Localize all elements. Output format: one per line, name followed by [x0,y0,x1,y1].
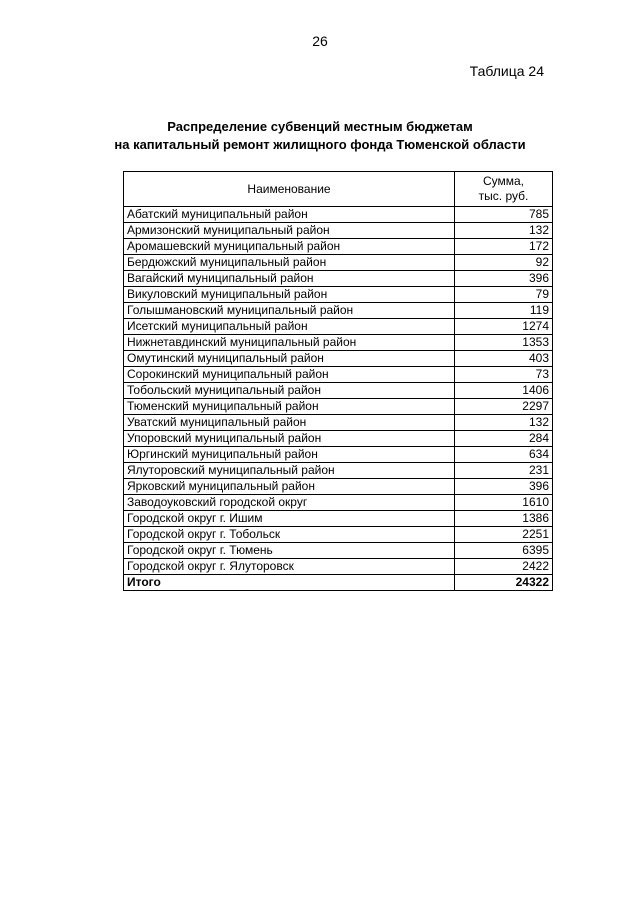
row-value: 1353 [455,335,553,351]
table-row [124,239,553,255]
row-name: Голышмановский муниципальный район [124,303,455,319]
row-name: Юргинский муниципальный район [124,447,455,463]
row-value: 231 [455,463,553,479]
table-row [124,255,553,271]
table-row [124,415,553,431]
row-name: Аромашевский муниципальный район [124,239,455,255]
row-value: 403 [455,351,553,367]
row-name: Бердюжский муниципальный район [124,255,455,271]
row-name: Упоровский муниципальный район [124,431,455,447]
row-name: Исетский муниципальный район [124,319,455,335]
row-value: 79 [455,287,553,303]
table-header-row [124,172,553,207]
page-number: 26 [312,33,328,49]
table-row [124,399,553,415]
row-value: 2251 [455,527,553,543]
table-body [124,207,553,591]
row-name: Городской округ г. Тобольск [124,527,455,543]
title-line-1: Распределение субвенций местным бюджетам [167,119,473,134]
row-value: 1386 [455,511,553,527]
row-value: 634 [455,447,553,463]
row-value: 785 [455,207,553,223]
row-name: Нижнетавдинский муниципальный район [124,335,455,351]
header-sum-line-2: тыс. руб. [478,189,529,203]
row-value: 1274 [455,319,553,335]
table-row [124,463,553,479]
row-name: Викуловский муниципальный район [124,287,455,303]
title-line-2: на капитальный ремонт жилищного фонда Тюменской области [114,137,526,152]
row-value: 2297 [455,399,553,415]
subventions-table [123,171,553,591]
row-name: Городской округ г. Тюмень [124,543,455,559]
row-name: Сорокинский муниципальный район [124,367,455,383]
row-value: 396 [455,479,553,495]
table-row [124,271,553,287]
table-row [124,319,553,335]
table-row [124,335,553,351]
header-name: Наименование [124,172,455,207]
table-row [124,495,553,511]
row-value: 132 [455,415,553,431]
document-title [0,118,640,154]
header-sum [455,172,553,207]
table-row [124,559,553,575]
total-label: Итого [124,575,455,591]
table-row [124,511,553,527]
table-row [124,543,553,559]
row-name: Городской округ г. Ялуторовск [124,559,455,575]
total-value: 24322 [455,575,553,591]
row-name: Омутинский муниципальный район [124,351,455,367]
table-row [124,367,553,383]
table-row [124,223,553,239]
table-row [124,287,553,303]
row-name: Абатский муниципальный район [124,207,455,223]
row-value: 396 [455,271,553,287]
row-name: Уватский муниципальный район [124,415,455,431]
row-name: Городской округ г. Ишим [124,511,455,527]
row-name: Тобольский муниципальный район [124,383,455,399]
row-value: 2422 [455,559,553,575]
total-row [124,575,553,591]
row-value: 1406 [455,383,553,399]
table-label: Таблица 24 [469,63,544,79]
table-row [124,527,553,543]
header-sum-line-1: Сумма, [482,174,525,188]
row-name: Вагайский муниципальный район [124,271,455,287]
row-name: Ярковский муниципальный район [124,479,455,495]
table-row [124,303,553,319]
row-value: 1610 [455,495,553,511]
row-name: Заводоуковский городской округ [124,495,455,511]
row-value: 6395 [455,543,553,559]
row-name: Ялуторовский муниципальный район [124,463,455,479]
row-value: 92 [455,255,553,271]
row-value: 172 [455,239,553,255]
table-row [124,479,553,495]
row-value: 119 [455,303,553,319]
table-row [124,383,553,399]
row-value: 284 [455,431,553,447]
row-value: 73 [455,367,553,383]
table-row [124,447,553,463]
row-name: Тюменский муниципальный район [124,399,455,415]
row-name: Армизонский муниципальный район [124,223,455,239]
table-row [124,207,553,223]
row-value: 132 [455,223,553,239]
table-row [124,351,553,367]
table-row [124,431,553,447]
